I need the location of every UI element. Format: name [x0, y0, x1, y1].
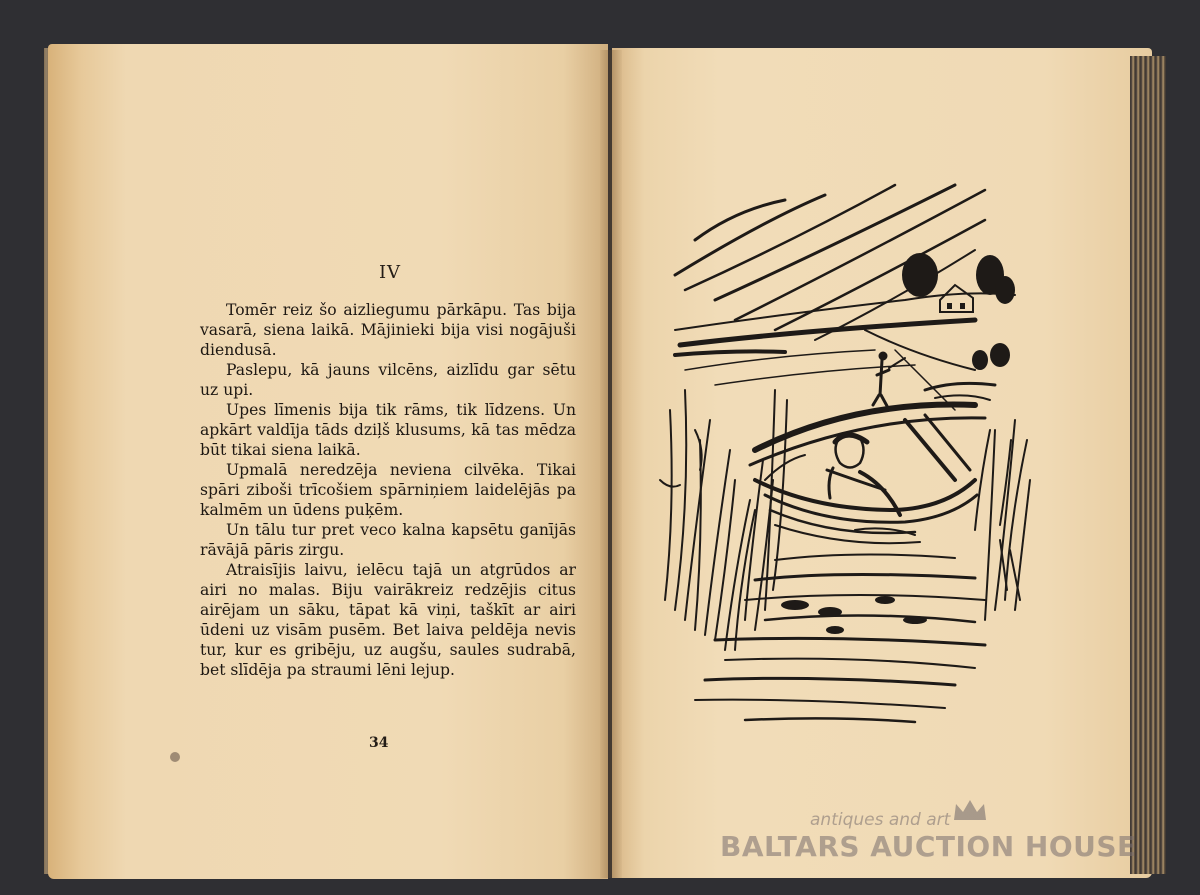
boat-illustration — [655, 180, 1035, 730]
watermark-title: BALTARS AUCTION HOUSE — [720, 830, 1137, 863]
book-spine — [600, 50, 622, 878]
paragraph: Upes līmenis bija tik rāms, tik līdzens. Un apkārt valdīja tāds dziļš klusums, kā tas mēdza būt tikai siena laikā. — [200, 401, 576, 459]
page-number: 34 — [369, 735, 389, 751]
paper-stain — [170, 752, 180, 762]
body-text — [200, 300, 576, 680]
paragraph: Tomēr reiz šo aizliegumu pārkāpu. Tas bija vasarā, siena laikā. Mājinieki bija visi nogājuši diendusā. — [200, 301, 576, 359]
paragraph: Atraisījis laivu, ielēcu tajā un atgrūdos ar airi no malas. Biju vairākreiz redzējis citus airējam un sāku, tāpat kā viņi, taškīt ar airi ūdeni uz visām pusēm. Bet laiva peldēja nevis tur, kur es gribēju, uz augšu, saules sudrabā, bet slīdēja pa straumi lēni lejup. — [200, 561, 576, 679]
paragraph: Upmalā neredzēja neviena cilvēka. Tikai spāri ziboši trīcošiem spārniņiem laidelējās pa kalmēm un ūdens puķēm. — [200, 461, 576, 519]
watermark-tagline: antiques and art — [810, 810, 951, 830]
chapter-heading: IV — [378, 262, 402, 283]
paragraph: Paslepu, kā jauns vilcēns, aizlīdu gar sētu uz upi. — [200, 361, 576, 399]
right-page-edges — [1130, 56, 1166, 874]
crown-icon — [952, 796, 988, 824]
paragraph: Un tālu tur pret veco kalna kapsētu ganījās rāvājā pāris zirgu. — [200, 521, 576, 559]
